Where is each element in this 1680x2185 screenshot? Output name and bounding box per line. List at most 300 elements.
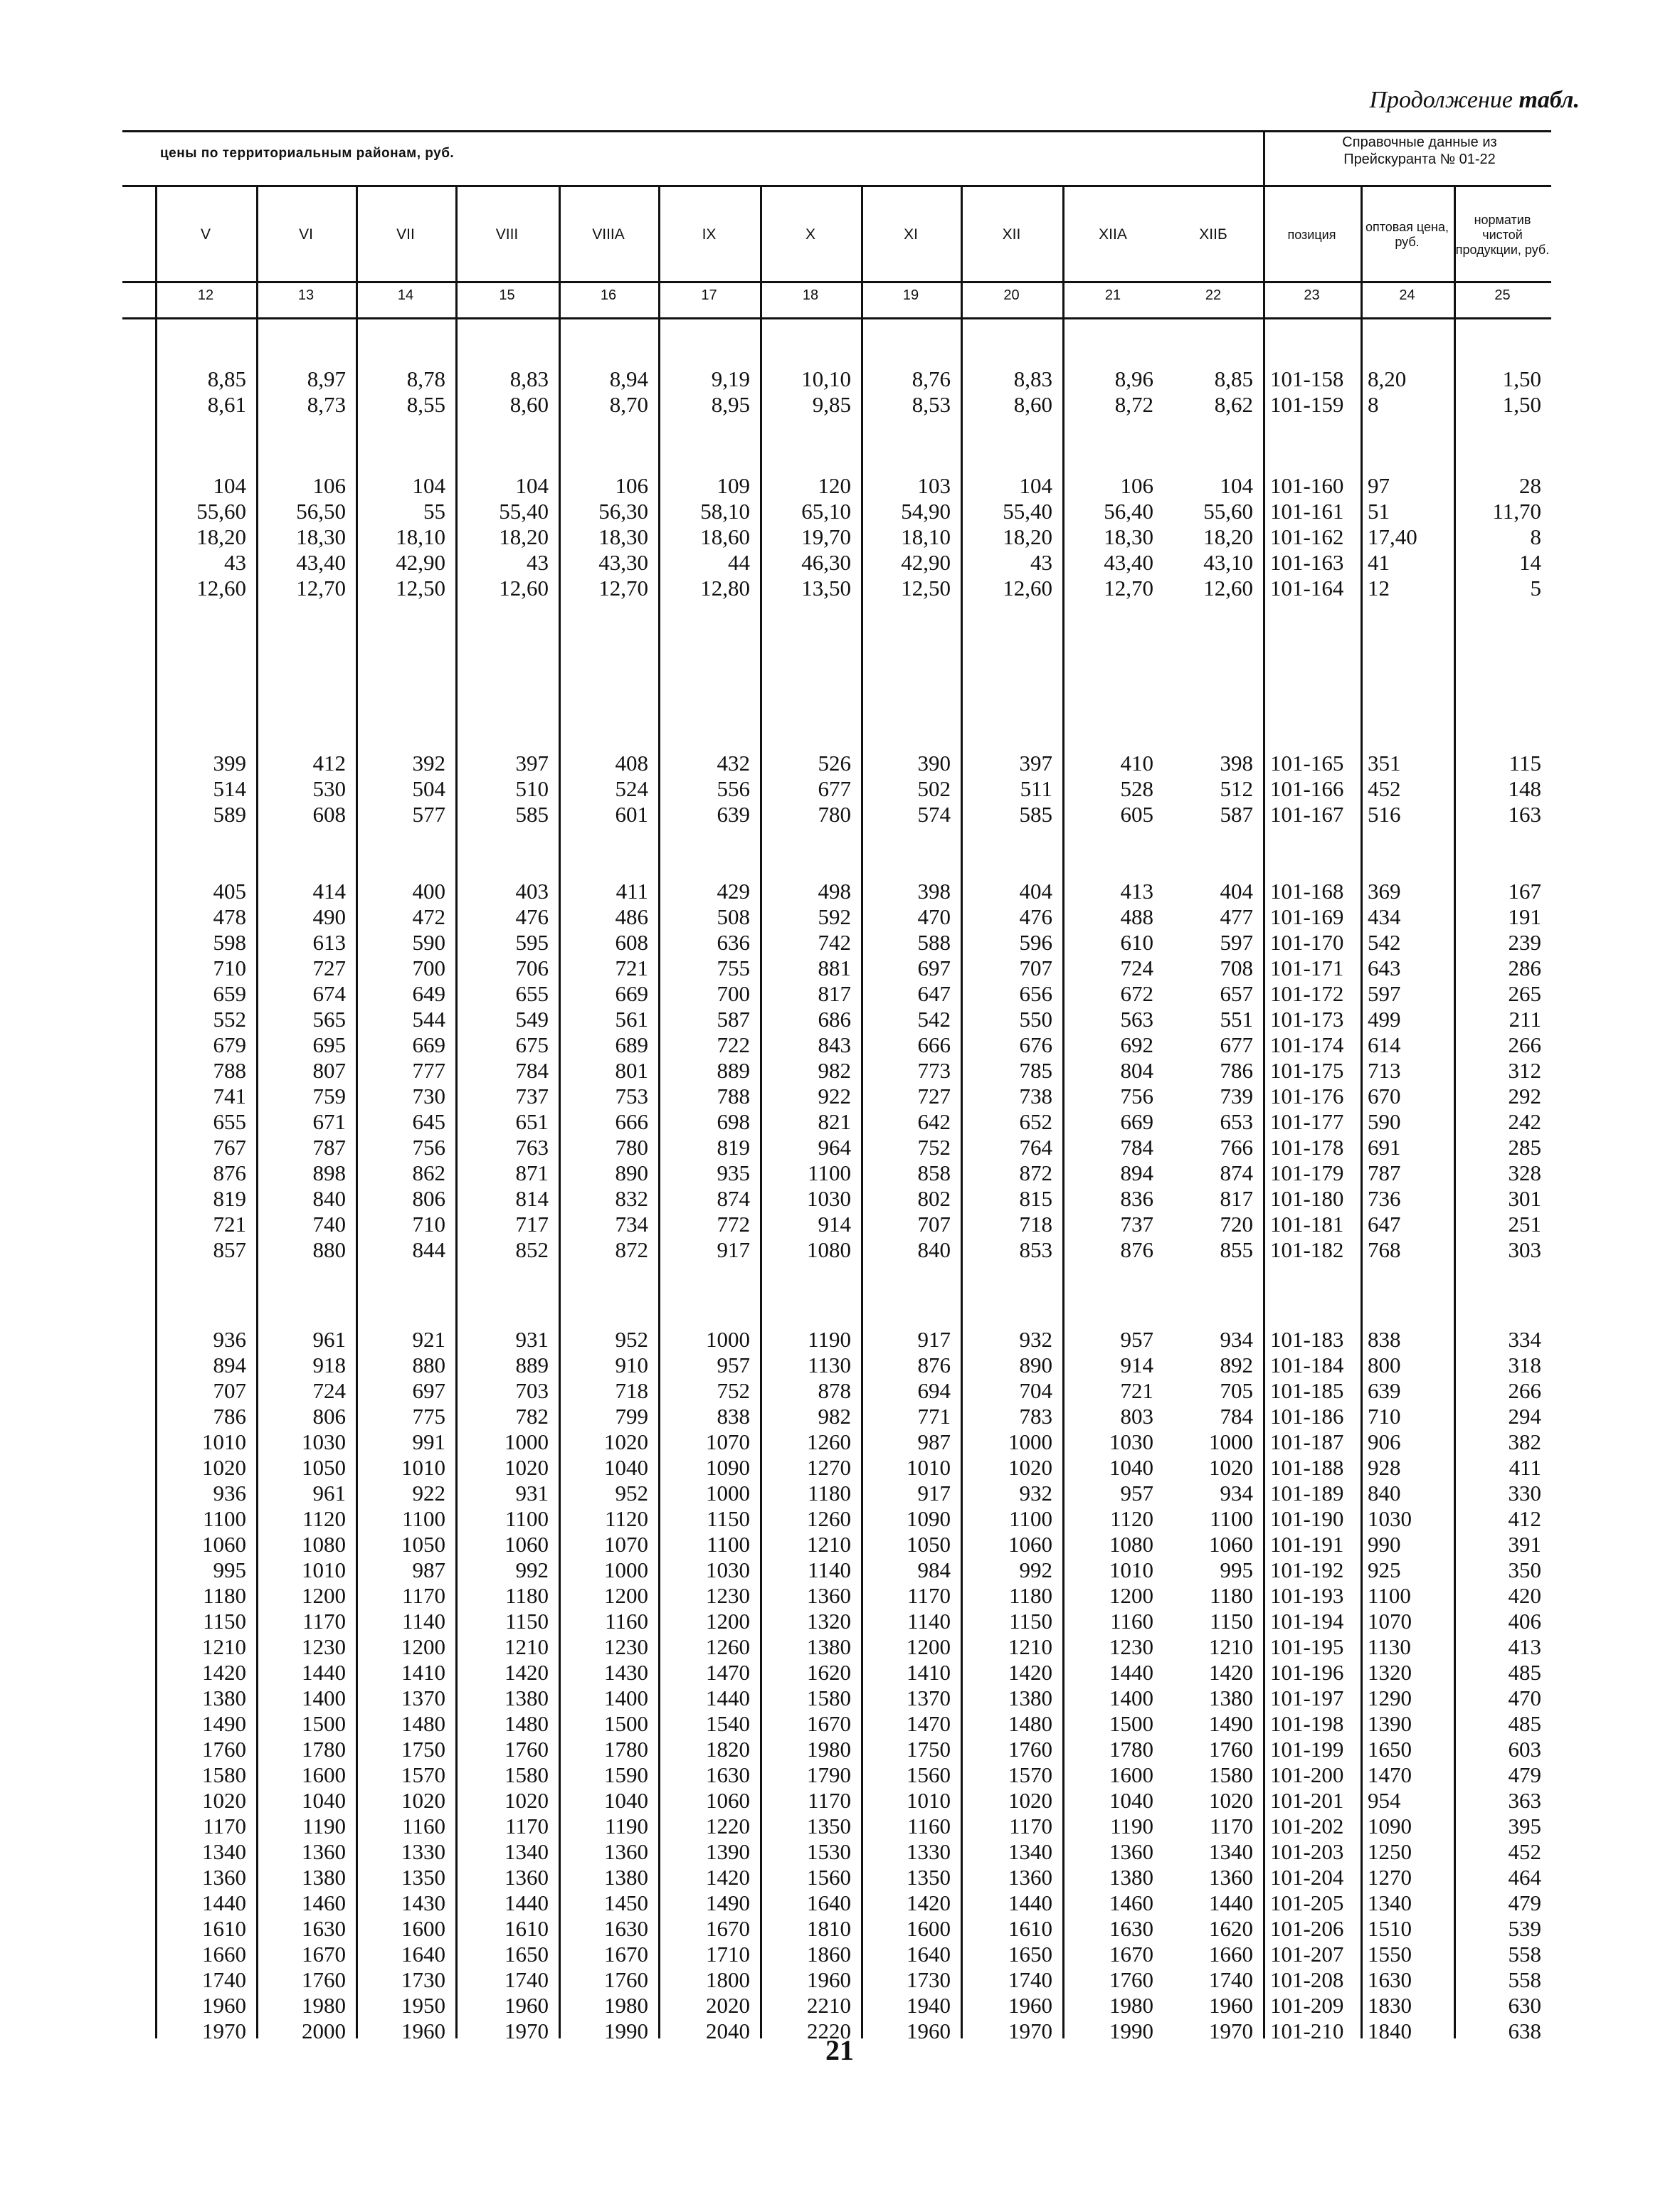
table-cell: 1550 — [1368, 1942, 1412, 1967]
table-cell: 1160 — [402, 1814, 445, 1839]
table-cell: 12,60 — [1203, 576, 1253, 601]
table-cell: 1200 — [401, 1634, 445, 1659]
table-cell: 800 — [1368, 1353, 1401, 1377]
table-cell: 8,83 — [509, 366, 549, 391]
table-cell: 167 — [1508, 879, 1541, 904]
table-cell: 58,10 — [700, 499, 750, 524]
table-cell: 1060 — [706, 1788, 750, 1813]
table-cell: 914 — [818, 1212, 851, 1237]
table-cell: 840 — [1368, 1481, 1401, 1506]
table-cell: 1760 — [604, 1967, 648, 1992]
table-cell: 721 — [213, 1212, 246, 1237]
table-cell: 504 — [412, 776, 445, 801]
table-cell: 1170 — [402, 1583, 445, 1608]
table-cell: 8,72 — [1114, 392, 1153, 417]
table-cell: 1970 — [504, 2019, 549, 2043]
table-cell: 411 — [616, 879, 648, 904]
table-cell: 56,40 — [1104, 499, 1153, 524]
table-cell: 686 — [818, 1007, 851, 1032]
column-number: 24 — [1399, 287, 1415, 303]
column-number: 22 — [1205, 287, 1222, 303]
table-cell: 18,30 — [1104, 524, 1153, 549]
table-cell: 1040 — [604, 1788, 648, 1813]
table-cell: 485 — [1508, 1660, 1541, 1685]
table-cell: 43 — [1030, 550, 1052, 575]
table-cell: 470 — [1508, 1686, 1541, 1710]
table-cell: 718 — [1019, 1212, 1052, 1237]
table-cell: 17,40 — [1368, 524, 1417, 549]
table-cell: 1040 — [1109, 1455, 1153, 1480]
table-cell: 104 — [412, 473, 445, 498]
table-cell: 964 — [818, 1135, 851, 1160]
table-cell: 727 — [312, 956, 346, 980]
table-cell: 1670 — [807, 1711, 851, 1736]
table-cell: 1350 — [401, 1865, 445, 1890]
table-cell: 1000 — [1209, 1429, 1253, 1454]
position-cell: 101-196 — [1270, 1660, 1344, 1685]
table-cell: 397 — [515, 751, 549, 776]
table-cell: 363 — [1508, 1788, 1541, 1813]
table-cell: 1140 — [402, 1609, 445, 1634]
table-cell: 42,90 — [396, 550, 445, 575]
table-cell: 1230 — [706, 1583, 750, 1608]
table-cell: 703 — [515, 1378, 549, 1403]
table-cell: 707 — [1019, 956, 1052, 980]
table-cell: 740 — [312, 1212, 346, 1237]
table-cell: 991 — [412, 1429, 445, 1454]
column-header: X — [805, 226, 815, 243]
table-cell: 1500 — [302, 1711, 346, 1736]
table-cell: 1100 — [808, 1160, 851, 1185]
table-cell: 588 — [917, 930, 951, 955]
table-cell: 1180 — [808, 1481, 851, 1506]
table-cell: 1210 — [202, 1634, 246, 1659]
position-cell: 101-197 — [1270, 1686, 1344, 1710]
table-cell: 18,20 — [196, 524, 246, 549]
table-cell: 1560 — [907, 1762, 951, 1787]
table-cell: 957 — [1120, 1481, 1153, 1506]
table-cell: 759 — [312, 1084, 346, 1109]
table-cell: 652 — [1019, 1109, 1052, 1134]
table-cell: 1100 — [1368, 1583, 1411, 1608]
table-cell: 605 — [1120, 802, 1153, 827]
table-cell: 8 — [1530, 524, 1541, 549]
table-cell: 464 — [1508, 1865, 1541, 1890]
table-cell: 434 — [1368, 904, 1401, 929]
position-cell: 101-184 — [1270, 1353, 1344, 1377]
column-header: VIIIA — [592, 226, 625, 243]
table-cell: 104 — [515, 473, 549, 498]
table-cell: 1180 — [203, 1583, 246, 1608]
table-cell: 857 — [213, 1237, 246, 1262]
table-cell: 1570 — [1008, 1762, 1052, 1787]
table-cell: 785 — [1019, 1058, 1052, 1083]
table-cell: 18,20 — [499, 524, 549, 549]
column-header: оптовая цена, руб. — [1365, 220, 1449, 249]
table-cell: 1020 — [1008, 1788, 1052, 1813]
table-cell: 511 — [1020, 776, 1052, 801]
position-cell: 101-181 — [1270, 1212, 1344, 1237]
position-cell: 101-158 — [1270, 366, 1344, 391]
table-cell: 1060 — [1008, 1532, 1052, 1557]
table-cell: 587 — [717, 1007, 750, 1032]
table-cell: 1350 — [807, 1814, 851, 1839]
table-cell: 669 — [615, 981, 648, 1006]
table-cell: 1420 — [504, 1660, 549, 1685]
table-cell: 1610 — [202, 1916, 246, 1941]
table-cell: 1020 — [504, 1455, 549, 1480]
table-cell: 8,95 — [711, 392, 750, 417]
table-cell: 598 — [213, 930, 246, 955]
table-cell: 390 — [917, 751, 951, 776]
table-cell: 1420 — [202, 1660, 246, 1685]
table-cell: 43,10 — [1203, 550, 1253, 575]
table-cell: 852 — [515, 1237, 549, 1262]
table-cell: 312 — [1508, 1058, 1541, 1083]
table-cell: 1020 — [401, 1788, 445, 1813]
table-cell: 1040 — [604, 1455, 648, 1480]
table-cell: 706 — [515, 956, 549, 980]
table-cell: 892 — [1220, 1353, 1253, 1377]
table-cell: 679 — [213, 1032, 246, 1057]
table-cell: 767 — [213, 1135, 246, 1160]
table-cell: 1980 — [1109, 1993, 1153, 2018]
table-cell: 675 — [515, 1032, 549, 1057]
table-cell: 334 — [1508, 1327, 1541, 1352]
table-cell: 1600 — [302, 1762, 346, 1787]
table-cell: 294 — [1508, 1404, 1541, 1429]
table-cell: 404 — [1220, 879, 1253, 904]
table-cell: 838 — [717, 1404, 750, 1429]
table-cell: 659 — [213, 981, 246, 1006]
table-cell: 1140 — [808, 1557, 851, 1582]
table-cell: 672 — [1120, 981, 1153, 1006]
table-cell: 1440 — [504, 1890, 549, 1915]
table-cell: 806 — [312, 1404, 346, 1429]
position-cell: 101-194 — [1270, 1609, 1344, 1634]
table-cell: 1420 — [1209, 1660, 1253, 1685]
column-header: VII — [396, 226, 415, 243]
table-cell: 1040 — [1109, 1788, 1153, 1813]
table-cell: 894 — [213, 1353, 246, 1377]
table-cell: 239 — [1508, 930, 1541, 955]
table-cell: 8,61 — [207, 392, 246, 417]
table-cell: 1810 — [807, 1916, 851, 1941]
table-cell: 1010 — [202, 1429, 246, 1454]
table-cell: 647 — [1368, 1212, 1401, 1237]
table-cell: 43,30 — [598, 550, 648, 575]
table-cell: 603 — [1508, 1737, 1541, 1762]
table-cell: 1290 — [1368, 1686, 1412, 1710]
table-cell: 1140 — [907, 1609, 951, 1634]
position-cell: 101-195 — [1270, 1634, 1344, 1659]
table-cell: 738 — [1019, 1084, 1052, 1109]
table-cell: 1200 — [907, 1634, 951, 1659]
table-cell: 782 — [515, 1404, 549, 1429]
table-cell: 1710 — [706, 1942, 750, 1967]
table-cell: 404 — [1019, 879, 1052, 904]
position-cell: 101-206 — [1270, 1916, 1344, 1941]
table-cell: 508 — [717, 904, 750, 929]
table-cell: 46,30 — [801, 550, 851, 575]
table-cell: 708 — [1220, 956, 1253, 980]
table-cell: 710 — [1368, 1404, 1401, 1429]
table-cell: 840 — [917, 1237, 951, 1262]
table-cell: 539 — [1508, 1916, 1541, 1941]
table-cell: 876 — [1120, 1237, 1153, 1262]
table-cell: 649 — [412, 981, 445, 1006]
table-cell: 1260 — [807, 1429, 851, 1454]
table-cell: 106 — [615, 473, 648, 498]
table-cell: 807 — [312, 1058, 346, 1083]
table-cell: 1390 — [706, 1839, 750, 1864]
table-cell: 499 — [1368, 1007, 1401, 1032]
table-cell: 18,30 — [598, 524, 648, 549]
table-cell: 995 — [213, 1557, 246, 1582]
table-cell: 429 — [717, 879, 750, 904]
table-cell: 881 — [818, 956, 851, 980]
table-cell: 10,10 — [801, 366, 851, 391]
table-cell: 1500 — [604, 1711, 648, 1736]
table-cell: 1030 — [706, 1557, 750, 1582]
table-cell: 957 — [717, 1353, 750, 1377]
table-cell: 630 — [1508, 1993, 1541, 2018]
table-cell: 406 — [1508, 1609, 1541, 1634]
table-cell: 1170 — [1210, 1814, 1253, 1839]
table-cell: 1980 — [302, 1993, 346, 2018]
table-cell: 1980 — [807, 1737, 851, 1762]
table-cell: 697 — [412, 1378, 445, 1403]
table-cell: 1560 — [807, 1865, 851, 1890]
table-cell: 1630 — [302, 1916, 346, 1941]
table-cell: 592 — [818, 904, 851, 929]
table-cell: 784 — [1120, 1135, 1153, 1160]
table-cell: 8,85 — [207, 366, 246, 391]
table-cell: 1360 — [1008, 1865, 1052, 1890]
table-cell: 1100 — [505, 1506, 549, 1531]
table-cell: 1360 — [1209, 1865, 1253, 1890]
table-cell: 614 — [1368, 1032, 1401, 1057]
table-cell: 742 — [818, 930, 851, 955]
table-cell: 1360 — [1109, 1839, 1153, 1864]
column-header: XII — [1002, 226, 1021, 243]
position-cell: 101-171 — [1270, 956, 1344, 980]
table-cell: 1270 — [807, 1455, 851, 1480]
table-cell: 1650 — [1368, 1737, 1412, 1762]
table-cell: 452 — [1368, 776, 1401, 801]
table-cell: 801 — [615, 1058, 648, 1083]
table-cell: 1440 — [1209, 1890, 1253, 1915]
table-cell: 961 — [312, 1327, 346, 1352]
table-cell: 328 — [1508, 1160, 1541, 1185]
table-cell: 1340 — [202, 1839, 246, 1864]
table-cell: 414 — [312, 879, 346, 904]
table-cell: 705 — [1220, 1378, 1253, 1403]
table-cell: 931 — [515, 1481, 549, 1506]
table-cell: 1090 — [907, 1506, 951, 1531]
table-cell: 1750 — [907, 1737, 951, 1762]
table-cell: 1030 — [807, 1186, 851, 1211]
table-cell: 1970 — [202, 2019, 246, 2043]
table-cell: 330 — [1508, 1481, 1541, 1506]
table-cell: 786 — [213, 1404, 246, 1429]
table-cell: 1060 — [202, 1532, 246, 1557]
table-cell: 1000 — [604, 1557, 648, 1582]
table-cell: 242 — [1508, 1109, 1541, 1134]
column-number: 21 — [1104, 287, 1121, 303]
table-cell: 1130 — [1368, 1634, 1411, 1659]
position-cell: 101-170 — [1270, 930, 1344, 955]
table-cell: 1960 — [504, 1993, 549, 2018]
table-cell: 804 — [1120, 1058, 1153, 1083]
table-cell: 596 — [1019, 930, 1052, 955]
table-cell: 1410 — [401, 1660, 445, 1685]
table-cell: 55,40 — [1003, 499, 1052, 524]
table-cell: 12,60 — [196, 576, 246, 601]
position-cell: 101-183 — [1270, 1327, 1344, 1352]
table-cell: 872 — [615, 1237, 648, 1262]
table-cell: 191 — [1508, 904, 1541, 929]
table-cell: 1360 — [807, 1583, 851, 1608]
table-cell: 106 — [312, 473, 346, 498]
table-cell: 104 — [213, 473, 246, 498]
table-cell: 585 — [1019, 802, 1052, 827]
table-cell: 1040 — [302, 1788, 346, 1813]
table-cell: 982 — [818, 1404, 851, 1429]
table-cell: 1170 — [808, 1788, 851, 1813]
table-cell: 1790 — [807, 1762, 851, 1787]
table-cell: 470 — [917, 904, 951, 929]
table-cell: 934 — [1220, 1481, 1253, 1506]
table-cell: 780 — [615, 1135, 648, 1160]
table-cell: 741 — [213, 1084, 246, 1109]
position-cell: 101-182 — [1270, 1237, 1344, 1262]
continuation-table-abbr: табл. — [1518, 87, 1580, 113]
table-cell: 1020 — [1008, 1455, 1052, 1480]
table-cell: 1610 — [504, 1916, 549, 1941]
table-cell: 1840 — [1368, 2019, 1412, 2043]
table-cell: 1170 — [203, 1814, 246, 1839]
table-cell: 1960 — [1008, 1993, 1052, 2018]
table-cell: 1100 — [203, 1506, 246, 1531]
table-cell: 844 — [412, 1237, 445, 1262]
position-cell: 101-200 — [1270, 1762, 1344, 1787]
table-cell: 5 — [1530, 576, 1541, 601]
table-cell: 787 — [312, 1135, 346, 1160]
position-cell: 101-180 — [1270, 1186, 1344, 1211]
table-cell: 516 — [1368, 802, 1401, 827]
position-cell: 101-160 — [1270, 473, 1344, 498]
table-cell: 771 — [917, 1404, 951, 1429]
table-cell: 724 — [312, 1378, 346, 1403]
table-cell: 54,90 — [901, 499, 951, 524]
position-cell: 101-191 — [1270, 1532, 1344, 1557]
table-cell: 784 — [1220, 1404, 1253, 1429]
table-cell: 14 — [1519, 550, 1541, 575]
table-cell: 8,96 — [1114, 366, 1153, 391]
table-cell: 1760 — [504, 1737, 549, 1762]
table-cell: 692 — [1120, 1032, 1153, 1057]
table-cell: 1470 — [706, 1660, 750, 1685]
table-cell: 542 — [1368, 930, 1401, 955]
table-cell: 43,40 — [296, 550, 346, 575]
table-cell: 1440 — [202, 1890, 246, 1915]
table-cell: 862 — [412, 1160, 445, 1185]
table-cell: 1470 — [1368, 1762, 1412, 1787]
table-cell: 400 — [412, 879, 445, 904]
table-cell: 880 — [312, 1237, 346, 1262]
table-cell: 1960 — [202, 1993, 246, 2018]
table-cell: 1360 — [604, 1839, 648, 1864]
table-cell: 1270 — [1368, 1865, 1412, 1890]
table-cell: 788 — [213, 1058, 246, 1083]
table-cell: 858 — [917, 1160, 951, 1185]
position-cell: 101-172 — [1270, 981, 1344, 1006]
table-cell: 8,55 — [406, 392, 445, 417]
position-cell: 101-162 — [1270, 524, 1344, 549]
table-cell: 1170 — [505, 1814, 549, 1839]
table-cell: 676 — [1019, 1032, 1052, 1057]
continuation-text: Продолжение — [1369, 87, 1513, 113]
table-cell: 721 — [615, 956, 648, 980]
table-cell: 1120 — [302, 1506, 346, 1531]
table-cell: 1050 — [907, 1532, 951, 1557]
table-cell: 285 — [1508, 1135, 1541, 1160]
table-cell: 853 — [1019, 1237, 1052, 1262]
table-cell: 1980 — [604, 1993, 648, 2018]
table-cell: 1660 — [202, 1942, 246, 1967]
table-cell: 556 — [717, 776, 750, 801]
table-cell: 756 — [412, 1135, 445, 1160]
table-cell: 558 — [1508, 1942, 1541, 1967]
table-cell: 115 — [1509, 751, 1541, 776]
table-cell: 350 — [1508, 1557, 1541, 1582]
table-cell: 1740 — [202, 1967, 246, 1992]
table-cell: 148 — [1508, 776, 1541, 801]
position-cell: 101-167 — [1270, 802, 1344, 827]
table-cell: 780 — [818, 802, 851, 827]
table-cell: 957 — [1120, 1327, 1153, 1352]
table-cell: 1430 — [604, 1660, 648, 1685]
position-cell: 101-165 — [1270, 751, 1344, 776]
table-cell: 1000 — [504, 1429, 549, 1454]
table-cell: 8,94 — [609, 366, 648, 391]
table-cell: 803 — [1120, 1404, 1153, 1429]
table-cell: 898 — [312, 1160, 346, 1185]
table-cell: 1200 — [1109, 1583, 1153, 1608]
table-cell: 1360 — [302, 1839, 346, 1864]
table-cell: 814 — [515, 1186, 549, 1211]
table-cell: 1340 — [1008, 1839, 1052, 1864]
table-cell: 1000 — [706, 1481, 750, 1506]
table-cell: 819 — [717, 1135, 750, 1160]
table-cell: 1070 — [1368, 1609, 1412, 1634]
table-cell: 1580 — [1209, 1762, 1253, 1787]
table-cell: 1510 — [1368, 1916, 1412, 1941]
table-cell: 1320 — [1368, 1660, 1412, 1685]
table-cell: 739 — [1220, 1084, 1253, 1109]
table-cell: 56,50 — [296, 499, 346, 524]
table-cell: 395 — [1508, 1814, 1541, 1839]
table-cell: 1580 — [202, 1762, 246, 1787]
table-cell: 577 — [412, 802, 445, 827]
table-cell: 65,10 — [801, 499, 851, 524]
table-cell: 1170 — [1009, 1814, 1052, 1839]
table-cell: 1080 — [302, 1532, 346, 1557]
table-cell: 1480 — [504, 1711, 549, 1736]
table-cell: 1820 — [706, 1737, 750, 1762]
table-cell: 1150 — [707, 1506, 750, 1531]
